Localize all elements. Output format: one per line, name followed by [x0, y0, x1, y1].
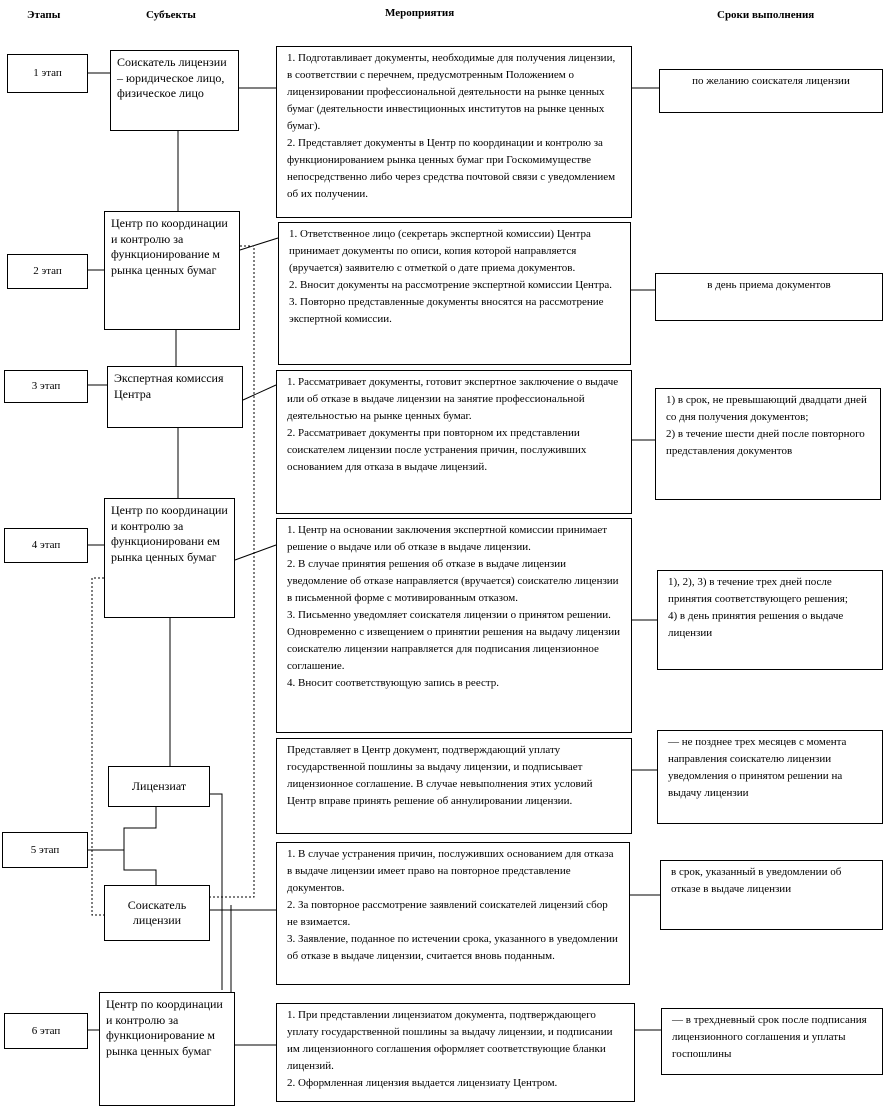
- activity-box-stage-5-applicant: [276, 842, 630, 985]
- activity-box-stage-3: [276, 370, 632, 514]
- activity-item: 2. В случае принятия решения об отказе в выдаче лицензии уведомление об отказе направляется (вручается) соискателю лицензии в письменной форме с мотивированным отказом.: [287, 558, 619, 604]
- connector-line: [124, 807, 156, 885]
- term-item: по желанию соискателя лицензии: [692, 75, 850, 87]
- term-box-stage-2: [655, 273, 883, 321]
- subject-licensee-box: Лицензиат: [108, 766, 210, 807]
- activity-item: 3. Заявление, поданное по истечении срока, указанного в уведомлении об отказе в выдаче лицензии, считается вновь поданным.: [287, 933, 618, 962]
- activity-item: 3. Повторно представленные документы вносятся на рассмотрение экспертной комиссии.: [289, 296, 604, 325]
- connector-line: [235, 545, 276, 560]
- subject-applicant-box: Соискатель лицензии – юридическое лицо, физическое лицо: [110, 50, 239, 131]
- stage-3-box: 3 этап: [4, 370, 88, 403]
- activity-box-stage-5-licensee: [276, 738, 632, 834]
- activity-item: 2. За повторное рассмотрение заявлений соискателей лицензий сбор не взимается.: [287, 899, 608, 928]
- header-stages: Этапы: [27, 9, 61, 21]
- term-box-stage-1: [659, 69, 883, 113]
- term-item: — в трехдневный срок после подписания лицензионного соглашения и уплаты госпошлины: [672, 1014, 867, 1060]
- stage-4-box: 4 этап: [4, 528, 88, 563]
- term-item: 2) в течение шести дней после повторного представления документов: [666, 428, 865, 457]
- stage-2-box: 2 этап: [7, 254, 88, 289]
- term-box-stage-6: [661, 1008, 883, 1075]
- header-activities: Мероприятия: [385, 7, 455, 19]
- activity-item: 2. Рассматривает документы при повторном их представлении соискателем лицензии после устранения причин, послуживших основанием для отказа в выдаче лицензий.: [287, 427, 587, 473]
- subject-expert-commission-box: Экспертная комиссия Центра: [107, 366, 243, 428]
- term-item: в день приема документов: [707, 279, 831, 291]
- connector-line: [210, 794, 222, 990]
- activity-box-stage-1: [276, 46, 632, 218]
- subject-center-box: Центр по координации и контролю за функционирование м рынка ценных бумаг: [104, 211, 240, 330]
- header-terms: Сроки выполнения: [717, 9, 815, 21]
- term-box-stage-4: [657, 570, 883, 670]
- activity-box-stage-2: [278, 222, 631, 365]
- activity-box-stage-4: [276, 518, 632, 733]
- activity-item: 2. Оформленная лицензия выдается лицензиату Центром.: [287, 1077, 558, 1089]
- activity-item: 1. В случае устранения причин, послуживших основанием для отказа в выдаче лицензии имеет право на повторное представление документов.: [287, 848, 614, 894]
- stage-6-box: 6 этап: [4, 1013, 88, 1049]
- activity-item: 4. Вносит соответствующую запись в реестр.: [287, 677, 500, 689]
- term-box-stage-3: [655, 388, 881, 500]
- subject-applicant-box: Соискатель лицензии: [104, 885, 210, 941]
- term-item: 4) в день принятия решения о выдаче лицензии: [668, 610, 844, 639]
- term-item: 1), 2), 3) в течение трех дней после принятия соответствующего решения;: [668, 576, 848, 605]
- activity-item: 2. Представляет документы в Центр по координации и контролю за функционированием рынка ценных бумаг при Госкомимуществе непосредственно либо через средства почтовой связи с уведомлением об их получении.: [287, 137, 616, 200]
- activity-item: Представляет в Центр документ, подтверждающий уплату государственной пошлины за выдачу лицензии, и подписывает лицензионное соглашение. В случае невыполнения этих условий Центр вправе принять решение об аннулировании лицензии.: [287, 744, 593, 807]
- term-item: — не позднее трех месяцев с момента направления соискателю лицензии уведомления о принятом решении на выдачу лицензии: [668, 736, 847, 799]
- term-box-stage-5-licensee: [657, 730, 883, 824]
- stage-1-box: 1 этап: [7, 54, 88, 93]
- activity-item: 2. Вносит документы на рассмотрение экспертной комиссии Центра.: [289, 279, 612, 291]
- activity-item: 3. Письменно уведомляет соискателя лицензии о принятом решении. Одновременно с извещением о принятии решения на выдачу лицензии соискателю лицензии направляется для подписания лицензионное соглашение.: [287, 609, 621, 672]
- activity-item: 1. При представлении лицензиатом документа, подтверждающего уплату государственной пошлины за выдачу лицензии, и подписании им лицензионного соглашения оформляет соответствующие бланки лицензий.: [287, 1009, 613, 1072]
- term-box-stage-5-applicant: [660, 860, 883, 930]
- term-item: 1) в срок, не превышающий двадцати дней со дня получения документов;: [666, 394, 867, 423]
- dotted-connector-line: [92, 578, 104, 915]
- stage-5-box: 5 этап: [2, 832, 88, 868]
- subject-center-box: Центр по координации и контролю за функционирование м рынка ценных бумаг: [99, 992, 235, 1106]
- connector-line: [240, 238, 278, 250]
- activity-item: 1. Центр на основании заключения экспертной комиссии принимает решение о выдаче или об отказе в выдаче лицензии.: [287, 524, 608, 553]
- activity-item: 1. Рассматривает документы, готовит экспертное заключение о выдаче или об отказе в выдаче лицензии на занятие профессиональной деятельностью на рынке ценных бумаг.: [287, 376, 619, 422]
- header-subjects: Субъекты: [146, 9, 196, 21]
- term-item: в срок, указанный в уведомлении об отказе в выдаче лицензии: [671, 866, 842, 895]
- activity-box-stage-6: [276, 1003, 635, 1102]
- activity-item: 1. Ответственное лицо (секретарь экспертной комиссии) Центра принимает документы по описи, копия которой направляется (вручается) заявителю с отметкой о дате приема документов.: [289, 228, 591, 274]
- activity-item: 1. Подготавливает документы, необходимые для получения лицензии, в соответствии с перечнем, предусмотренным Положением о лицензировании профессиональной деятельности на рынке ценных бумаг (деятельности инвестиционных институтов на рынке ценных бумаг).: [287, 52, 616, 132]
- subject-center-box: Центр по координации и контролю за функционировани ем рынка ценных бумаг: [104, 498, 235, 618]
- connector-line: [243, 385, 276, 400]
